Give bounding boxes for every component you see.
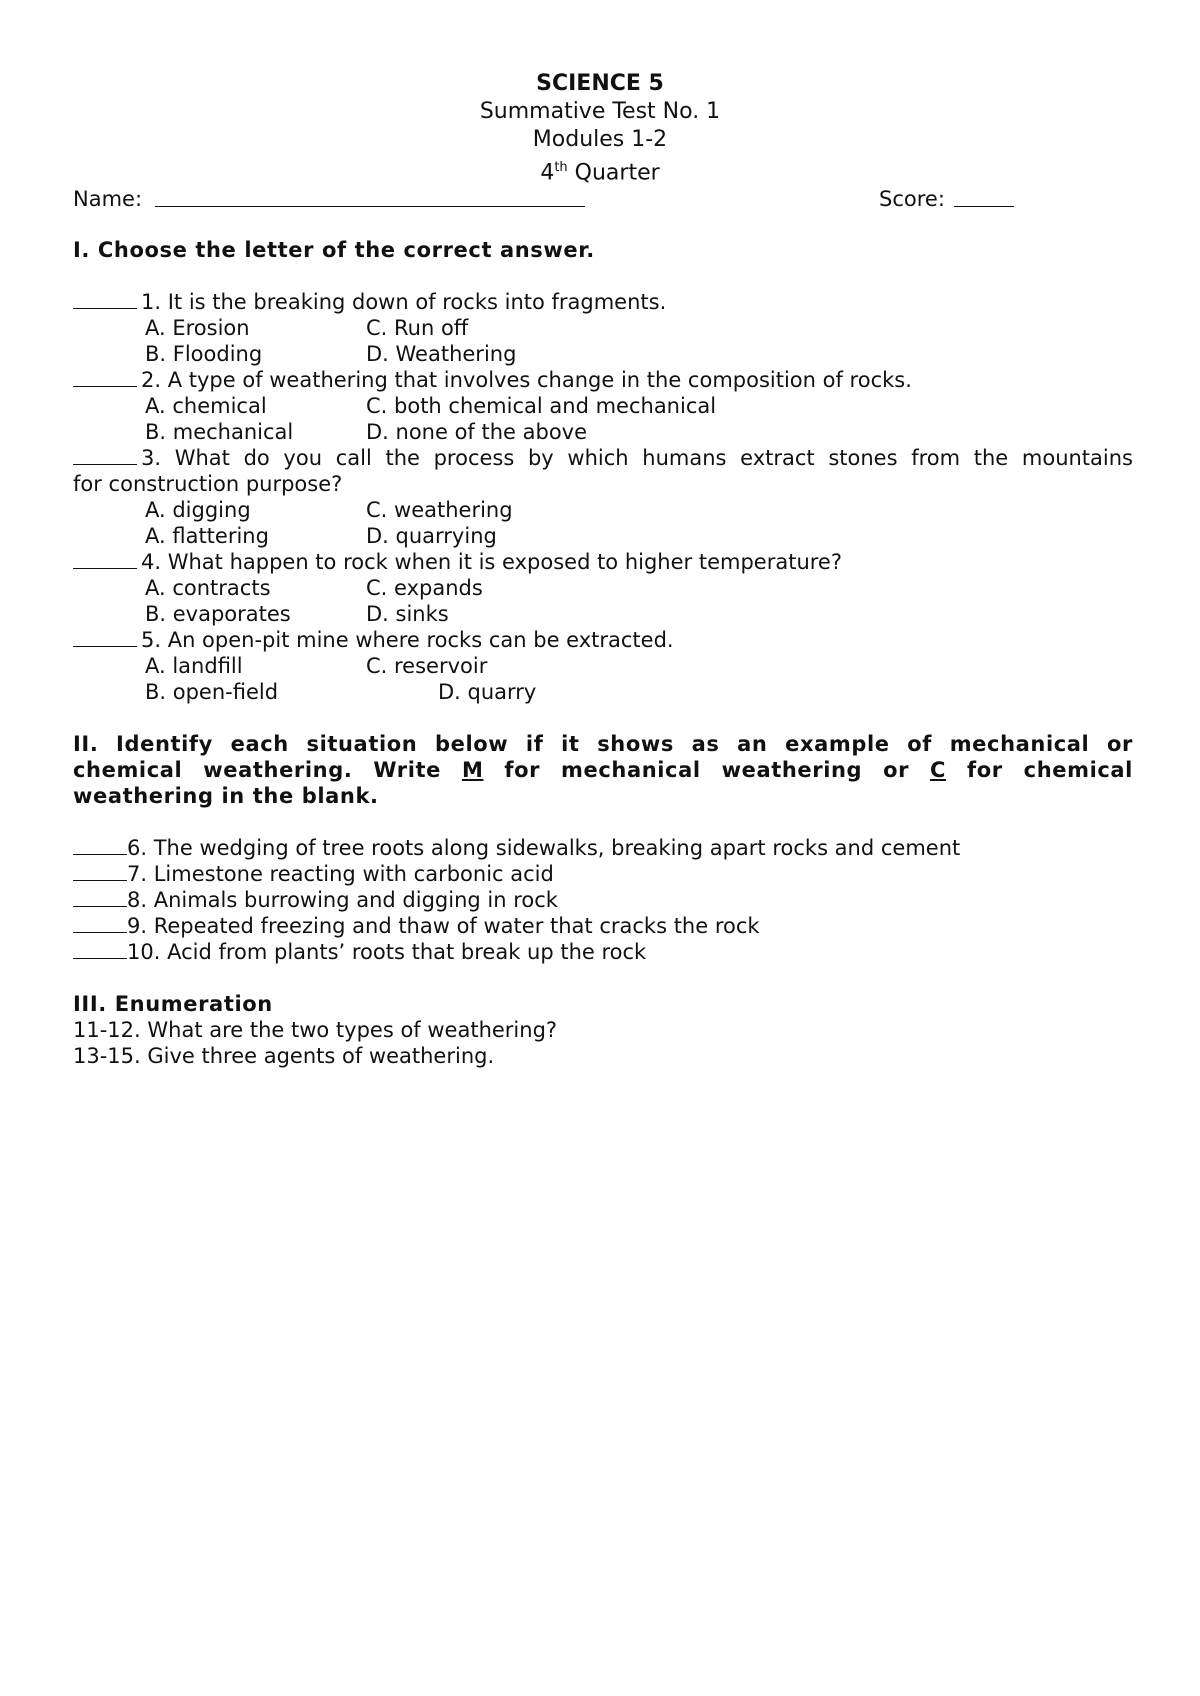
option: C. Run off [366, 316, 469, 340]
option: B. Flooding [145, 342, 263, 366]
question-text: 2. A type of weathering that involves change in the composition of rocks. [141, 368, 912, 392]
question-4 [73, 549, 842, 575]
enumeration-item: 11-12. What are the two types of weathering? [73, 1018, 558, 1042]
option: A. landfill [145, 654, 243, 678]
item-10 [73, 939, 646, 965]
score-label: Score: [879, 187, 945, 211]
answer-blank[interactable] [73, 862, 127, 881]
question-5 [73, 627, 674, 653]
question-text: 5. An open-pit mine where rocks can be extracted. [141, 628, 674, 652]
name-blank[interactable] [155, 206, 585, 207]
answer-blank[interactable] [73, 368, 137, 387]
item-text: 8. Animals burrowing and digging in rock [127, 888, 558, 912]
question-3-cont: for construction purpose? [73, 472, 343, 496]
score-blank[interactable] [954, 206, 1014, 207]
letter-m: M [461, 758, 484, 782]
part3-heading: III. Enumeration [73, 992, 273, 1016]
answer-blank[interactable] [73, 888, 127, 907]
answer-blank[interactable] [73, 290, 137, 309]
option: A. flattering [145, 524, 269, 548]
option: B. mechanical [145, 420, 294, 444]
quarter-suffix: th [554, 160, 568, 175]
option: A. contracts [145, 576, 271, 600]
modules-line: Modules 1-2 [532, 127, 668, 152]
question-1 [73, 289, 666, 315]
option: D. Weathering [366, 342, 517, 366]
heading-text: for mechanical weathering or [483, 758, 931, 782]
option: D. quarrying [366, 524, 497, 548]
question-text: 4. What happen to rock when it is exposed to higher temperature? [141, 550, 842, 574]
name-label: Name: [73, 187, 143, 211]
item-text: 6. The wedging of tree roots along sidewalks, breaking apart rocks and cement [127, 836, 961, 860]
option: A. chemical [145, 394, 267, 418]
answer-blank[interactable] [73, 940, 127, 959]
item-9 [73, 913, 760, 939]
option: C. expands [366, 576, 483, 600]
item-8 [73, 887, 558, 913]
item-7 [73, 861, 554, 887]
quarter-word: Quarter [567, 160, 660, 186]
part1-heading: I. Choose the letter of the correct answer. [73, 238, 595, 262]
answer-blank[interactable] [73, 446, 137, 465]
answer-blank[interactable] [73, 836, 127, 855]
quarter-number: 4 [540, 160, 555, 186]
test-title: Summative Test No. 1 [479, 99, 721, 124]
item-text: 9. Repeated freezing and thaw of water that cracks the rock [127, 914, 760, 938]
enumeration-item: 13-15. Give three agents of weathering. [73, 1044, 495, 1068]
letter-c: C [930, 758, 947, 782]
option: B. open-field [145, 680, 279, 704]
question-text: 1. It is the breaking down of rocks into fragments. [141, 290, 667, 314]
question-3 [73, 445, 1133, 471]
part2-heading-line1: II. Identify each situation below if it shows as an example of mechanical or [73, 732, 1133, 756]
item-text: 10. Acid from plants’ roots that break up the rock [127, 940, 647, 964]
item-text: 7. Limestone reacting with carbonic acid [127, 862, 554, 886]
answer-blank[interactable] [73, 550, 137, 569]
heading-text: for chemical [946, 758, 1133, 782]
option: B. evaporates [145, 602, 291, 626]
option: D. quarry [438, 680, 537, 704]
option: C. both chemical and mechanical [366, 394, 717, 418]
question-2 [73, 367, 912, 393]
question-text-line1: 3. What do you call the process by which humans extract stones from the mountains [141, 446, 1133, 470]
part2-heading-line2 [73, 757, 1133, 783]
option: A. Erosion [145, 316, 250, 340]
option: A. digging [145, 498, 251, 522]
item-6 [73, 835, 960, 861]
option: D. none of the above [366, 420, 588, 444]
subject-title: SCIENCE 5 [536, 71, 664, 96]
answer-blank[interactable] [73, 914, 127, 933]
answer-blank[interactable] [73, 628, 137, 647]
option: C. weathering [366, 498, 513, 522]
heading-text: chemical weathering. Write [73, 758, 462, 782]
quarter-line [0, 154, 1200, 187]
option: D. sinks [366, 602, 449, 626]
document-header [0, 70, 1200, 187]
part2-heading-line3: weathering in the blank. [73, 784, 379, 808]
option: C. reservoir [366, 654, 488, 678]
